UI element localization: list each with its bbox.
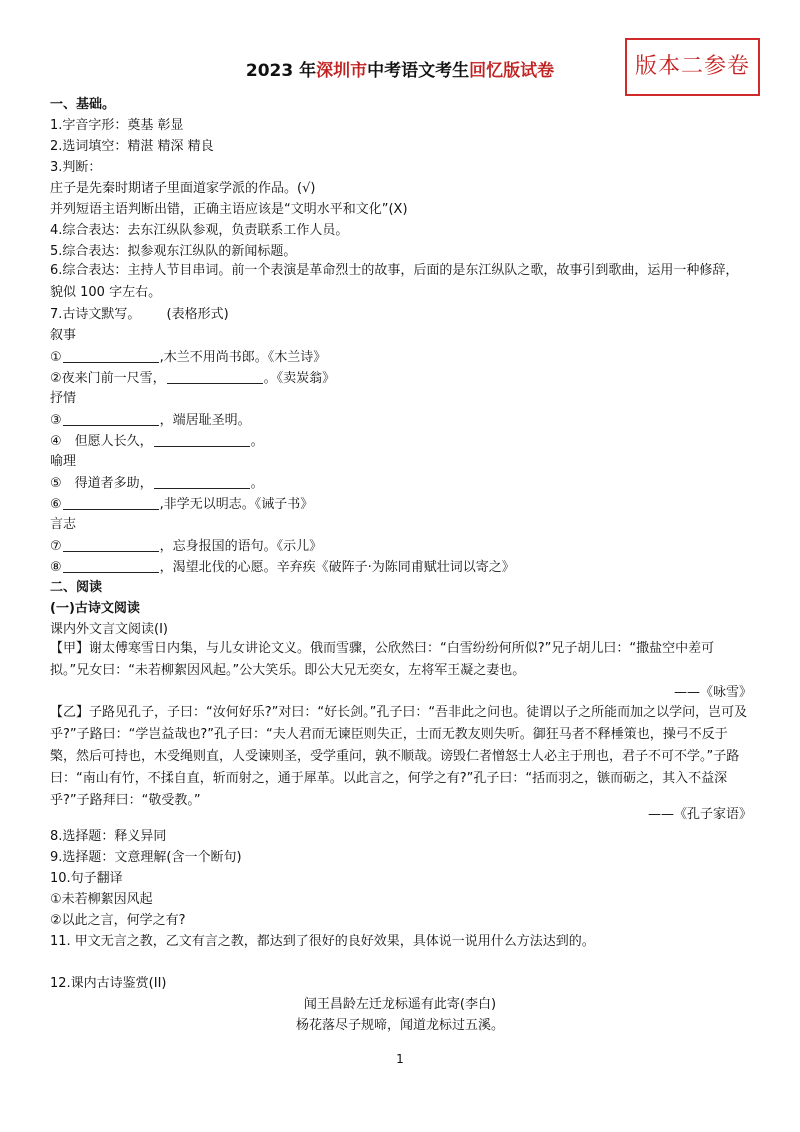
question-3-statement-b: 并列短语主语判断出错，正确主语应该是“文明水平和文化”(X): [50, 202, 408, 217]
row-suffix: ，端居耻圣明。: [159, 413, 251, 428]
row-prefix: ⑧: [50, 560, 62, 575]
question-2: 2.选词填空：精湛 精深 精良: [50, 139, 214, 154]
question-12: 12.课内古诗鉴赏(II): [50, 976, 167, 991]
answer-blank[interactable]: [154, 432, 250, 447]
row-prefix: ②夜来门前一尺雪，: [50, 371, 166, 386]
subsection-classical-reading: (一)古诗文阅读: [50, 601, 140, 616]
question-3: 3.判断：: [50, 160, 102, 175]
row-suffix: 。: [250, 476, 264, 491]
row-prefix: ⑤ 得道者多助，: [50, 476, 153, 491]
row-prefix: ④ 但愿人长久，: [50, 434, 153, 449]
category-narrative: 叙事: [50, 328, 77, 343]
row-prefix: ③: [50, 413, 62, 428]
row-prefix: ⑥: [50, 497, 62, 512]
question-10-sentence-2: ②以此之言，何学之有?: [50, 913, 186, 928]
question-7: [50, 306, 229, 324]
question-10-sentence-1: ①未若柳絮因风起: [50, 892, 153, 907]
question-8: 8.选择题：释义异同: [50, 829, 167, 844]
poem-title: 闻王昌龄左迁龙标遥有此寄(李白): [303, 997, 497, 1012]
category-reasoning: 喻理: [50, 454, 77, 469]
row-prefix: ①: [50, 350, 62, 365]
answer-blank[interactable]: [63, 558, 159, 573]
row-suffix: ，渴望北伐的心愿。辛弃疾《破阵子·为陈同甫赋壮词以寄之》: [159, 560, 515, 575]
passage-jia: 【甲】谢太傅寒雪日内集，与儿女讲论文义。俄而雪骤，公欣然曰：“白雪纷纷何所似?”兄子胡儿曰：“撒盐空中差可拟。”兄女曰：“未若柳絮因风起。”公大笑乐。即公大兄无奕女，左将军王凝之妻也。: [50, 641, 715, 678]
answer-blank[interactable]: [154, 474, 250, 489]
recitation-row-3: [50, 411, 251, 430]
recitation-row-1: [50, 348, 326, 367]
title-middle: 中考语文考生: [367, 61, 470, 81]
answer-blank[interactable]: [63, 411, 159, 426]
answer-blank[interactable]: [63, 348, 159, 363]
passage-jia-source: ——《咏雪》: [673, 685, 752, 700]
question-7-label: 7.古诗文默写。: [50, 307, 141, 322]
question-10: 10.句子翻译: [50, 871, 123, 886]
passage-yi: 【乙】子路见孔子，子曰：“汝何好乐?”对曰：“好长剑。”孔子曰：“吾非此之问也。徒谓以子之所能而加之以学问，岂可及乎?”子路曰：“学岂益哉也?”孔子曰：“夫人君而无谏臣则失正，士而无教友则失听。御狂马者不释棰策也，操弓不反于檠，然后可持也，木受绳则直，人受谏则圣，受学重问，孰不顺哉。谤毁仁者憎怒士人必主于刑也，君子不可不学。”子路曰：“南山有竹，不揉自直，斩而射之，通于犀革。以此言之，何学之有?”孔子曰：“括而羽之，镞而砺之，其入不益深乎?”子路拜曰：“敬受教。”: [50, 705, 748, 808]
title-city: 深圳市: [316, 61, 368, 81]
question-9: 9.选择题：文意理解(含一个断句): [50, 850, 242, 865]
row-suffix: ,非学无以明志。《诫子书》: [159, 497, 314, 512]
answer-blank[interactable]: [63, 495, 159, 510]
category-aspiration: 言志: [50, 517, 77, 532]
question-6: 6.综合表达：主持人节目串词。前一个表演是革命烈士的故事，后面的是东江纵队之歌，故事引到歌曲，运用一种修辞，貌似 100 字左右。: [50, 263, 739, 300]
row-suffix: 。《卖炭翁》: [263, 371, 336, 386]
title-year: 2023 年: [245, 61, 317, 81]
question-3-statement-a: 庄子是先秦时期诸子里面道家学派的作品。(√): [50, 181, 316, 196]
section-heading-reading: 二、阅读: [50, 580, 103, 595]
recitation-row-5: [50, 474, 264, 493]
recitation-row-2: [50, 369, 335, 388]
row-suffix: ,木兰不用尚书郎。《木兰诗》: [159, 350, 327, 365]
section-heading-basics: 一、基础。: [50, 97, 116, 112]
version-stamp: 版本二参卷: [625, 38, 760, 96]
question-4: 4.综合表达：去东江纵队参观，负责联系工作人员。: [50, 223, 349, 238]
row-prefix: ⑦: [50, 539, 62, 554]
question-11: 11. 甲文无言之教，乙文有言之教，都达到了很好的良好效果，具体说一说用什么方法达到的。: [50, 934, 595, 949]
category-lyric: 抒情: [50, 391, 77, 406]
recitation-row-8: [50, 558, 515, 577]
title-version: 回忆版试卷: [469, 61, 555, 81]
recitation-row-7: [50, 537, 322, 556]
question-1: 1.字音字形：奠基 彰显: [50, 118, 184, 133]
passage-yi-source: ——《孔子家语》: [647, 807, 752, 822]
subsection-classical-prose: 课内外文言文阅读(I): [50, 622, 168, 637]
page-number: 1: [396, 1052, 404, 1066]
answer-blank[interactable]: [63, 537, 159, 552]
recitation-row-4: [50, 432, 264, 451]
question-7-note: (表格形式): [166, 307, 229, 322]
question-5: 5.综合表达：拟参观东江纵队的新闻标题。: [50, 244, 297, 259]
answer-blank[interactable]: [167, 369, 263, 384]
page-title: [0, 60, 800, 82]
poem-line: 杨花落尽子规啼，闻道龙标过五溪。: [295, 1018, 504, 1033]
row-suffix: 。: [250, 434, 264, 449]
recitation-row-6: [50, 495, 313, 514]
row-suffix: ，忘身报国的语句。《示儿》: [159, 539, 323, 554]
